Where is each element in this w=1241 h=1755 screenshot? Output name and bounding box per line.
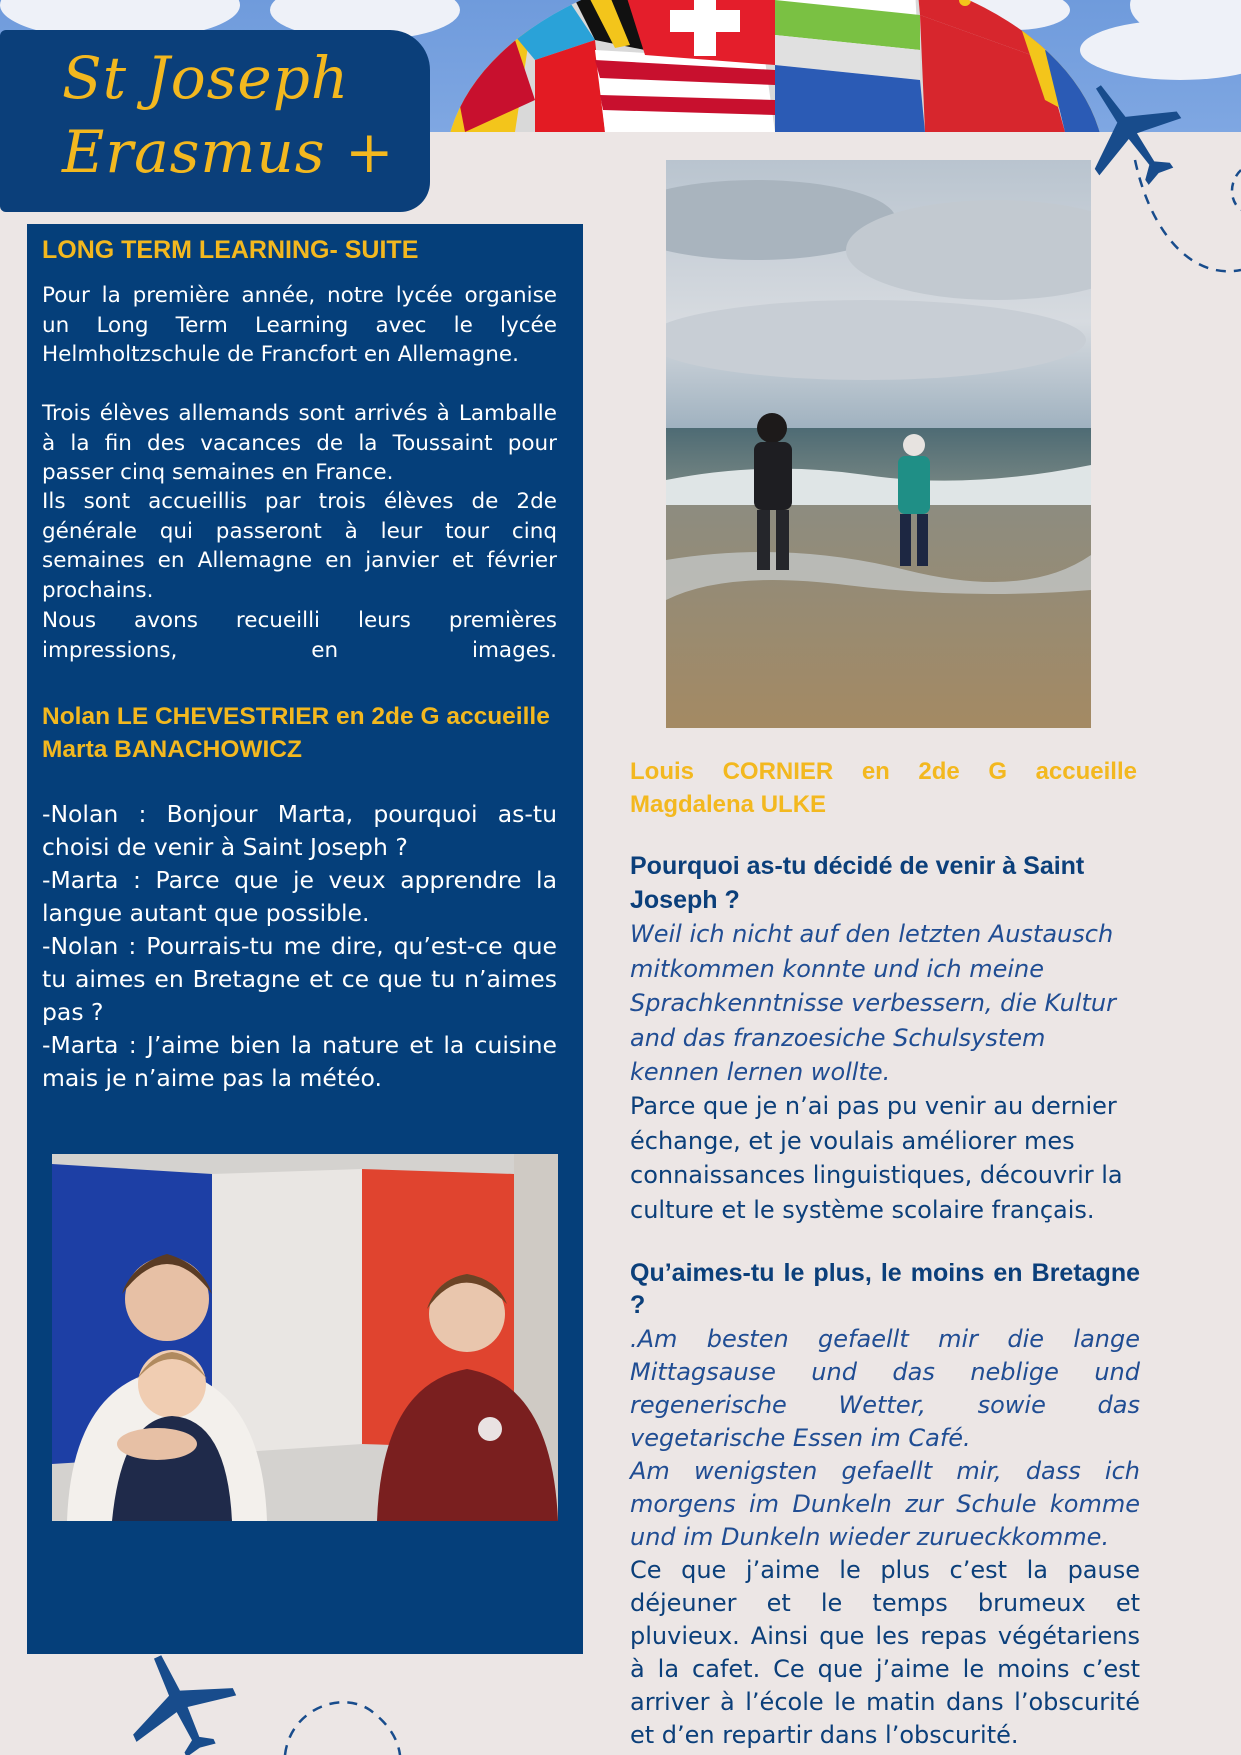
dashed-loop-decoration — [280, 1690, 410, 1755]
interview1-line-4: -Marta : J’aime bien la nature et la cuisine mais je n’aime pas la météo. — [42, 1031, 557, 1092]
flag-students-photo — [52, 1154, 558, 1521]
title-line-2: Erasmus + — [62, 118, 395, 186]
intro-paragraph-1: Pour la première année, notre lycée organise un Long Term Learning avec le lycée Helmholtzschule de Francfort en Allemagne. — [42, 283, 557, 367]
dashed-trail-decoration — [1120, 150, 1241, 290]
interview1-line-1: -Nolan : Bonjour Marta, pourquoi as-tu choisi de venir à Saint Joseph ? — [42, 800, 557, 861]
flag-globe-image — [445, 0, 1105, 132]
intro-paragraph-3: Ils sont accueillis par trois élèves de 2de générale qui passeront à leur tour cinq semaines en Allemagne en janvier et février prochains. — [42, 489, 557, 603]
interview2-answer-2-german-2: Am wenigsten gefaellt mir, dass ich morgens im Dunkeln zur Schule komme und im Dunkeln wieder zurueckkomme. — [630, 1457, 1140, 1551]
title-block — [0, 30, 430, 212]
intro-paragraph-2: Trois élèves allemands sont arrivés à Lamballe à la fin des vacances de la Toussaint pour passer cinq semaines en France. — [42, 401, 557, 485]
intro-paragraph-4: Nous avons recueilli leurs premières impressions, en images. — [42, 608, 557, 663]
interview1-heading: Nolan LE CHEVESTRIER en 2de G accueille Marta BANACHOWICZ — [42, 703, 550, 763]
interview2-answer-2-german-1: .Am besten gefaellt mir die lange Mittagsause und das neblige und regenerische Wetter, sowie das vegetarische Essen im Café. — [630, 1325, 1140, 1452]
beach-photo — [666, 160, 1091, 728]
interview2-question-1: Pourquoi as-tu décidé de venir à Saint Joseph ? — [630, 852, 1085, 914]
interview1-line-3: -Nolan : Pourrais-tu me dire, qu’est-ce que tu aimes en Bretagne et ce que tu n’aimes pas ? — [42, 932, 557, 1026]
title-line-1: St Joseph — [62, 44, 350, 112]
intro-heading: LONG TERM LEARNING- SUITE — [42, 236, 419, 264]
interview2-question-2: Qu’aimes-tu le plus, le moins en Bretagne ? — [630, 1259, 1140, 1319]
interview2-answer-1-french: Parce que je n’ai pas pu venir au dernier échange, et je voulais améliorer mes connaissances linguistiques, découvrir la culture et le système scolaire français. — [630, 1092, 1123, 1224]
interview2-heading: Louis CORNIER en 2de G accueille Magdalena ULKE — [630, 758, 1137, 818]
interview1-line-2: -Marta : Parce que je veux apprendre la langue autant que possible. — [42, 866, 557, 927]
airplane-icon-bottom — [120, 1650, 240, 1755]
interview2-answer-1-german: Weil ich nicht auf den letzten Austausch mitkommen konnte und ich meine Sprachkenntnisse verbessern, die Kultur and das franzoesiche Schulsystem kennen lernen wollte. — [630, 920, 1116, 1086]
interview2-answer-2-french: Ce que j’aime le plus c’est la pause déjeuner et le temps brumeux et pluvieux. Ainsi que les repas végétariens à la cafet. Ce que j’aime le moins c’est arriver à l’école le matin dans l’obscurité et d’en repartir dans l’obscurité. — [630, 1556, 1140, 1749]
